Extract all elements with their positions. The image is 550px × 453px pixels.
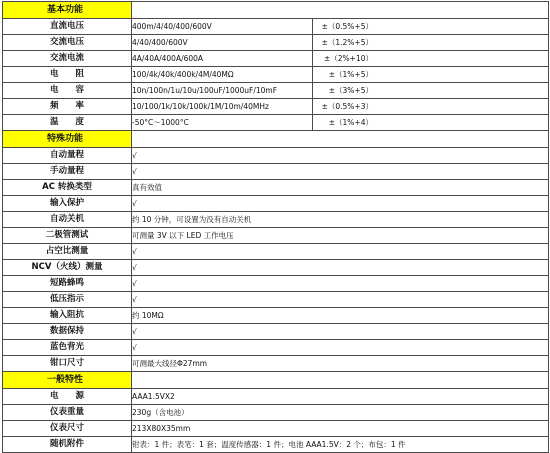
spec-row <box>3 228 549 244</box>
spec-row <box>3 67 549 83</box>
spec-value: 约 10 分钟，可设置为没有自动关机 <box>132 212 549 228</box>
spec-accuracy: ±（1%+4） <box>313 115 549 131</box>
spec-label: 数据保持 <box>3 324 132 340</box>
spec-label: NCV（火线）测量 <box>3 260 132 276</box>
spec-range: 4/40/400/600V <box>132 35 313 51</box>
spec-value: √ <box>132 260 549 276</box>
spec-label: 交流电压 <box>3 35 132 51</box>
section-title: 特殊功能 <box>47 134 84 144</box>
section-header-blank <box>132 372 549 389</box>
section-header-row <box>3 372 549 389</box>
spec-range: 10n/100n/1u/10u/100uF/1000uF/10mF <box>132 83 313 99</box>
spec-value: √ <box>132 324 549 340</box>
spec-row <box>3 244 549 260</box>
spec-row <box>3 51 549 67</box>
spec-range: -50°C～1000°C <box>132 115 313 131</box>
section-header <box>3 372 132 389</box>
spec-row <box>3 292 549 308</box>
spec-label: 仪表重量 <box>3 405 132 421</box>
spec-row <box>3 260 549 276</box>
spec-row <box>3 83 549 99</box>
spec-value: √ <box>132 164 549 180</box>
section-title: 一般特性 <box>47 375 84 385</box>
spec-row <box>3 421 549 437</box>
spec-label: 随机附件 <box>3 437 132 453</box>
spec-value: √ <box>132 196 549 212</box>
spec-label: 输入阻抗 <box>3 308 132 324</box>
spec-row <box>3 196 549 212</box>
spec-accuracy: ±（1.2%+5） <box>313 35 549 51</box>
spec-range: 100/4k/40k/400k/4M/40MΩ <box>132 67 313 83</box>
spec-range: 400m/4/40/400/600V <box>132 19 313 35</box>
spec-range: 10/100/1k/10k/100k/1M/10m/40MHz <box>132 99 313 115</box>
spec-label: 自动量程 <box>3 148 132 164</box>
spec-value: √ <box>132 244 549 260</box>
spec-value: 230g（含电池） <box>132 405 549 421</box>
spec-label: 自动关机 <box>3 212 132 228</box>
section-header <box>3 2 132 19</box>
spec-label: 短路蜂鸣 <box>3 276 132 292</box>
spec-row <box>3 356 549 372</box>
spec-label: 输入保护 <box>3 196 132 212</box>
spec-label: 电 源 <box>3 389 132 405</box>
spec-label: 交流电流 <box>3 51 132 67</box>
spec-value: AAA1.5VX2 <box>132 389 549 405</box>
spec-value: 可测量 3V 以下 LED 工作电压 <box>132 228 549 244</box>
section-header-blank <box>132 2 549 19</box>
section-header-row <box>3 131 549 148</box>
spec-value: √ <box>132 292 549 308</box>
spec-value: √ <box>132 148 549 164</box>
spec-value: 213X80X35mm <box>132 421 549 437</box>
spec-row <box>3 115 549 131</box>
spec-value: 可测最大线径Φ27mm <box>132 356 549 372</box>
spec-row <box>3 340 549 356</box>
spec-label: 低压指示 <box>3 292 132 308</box>
section-header <box>3 131 132 148</box>
spec-accuracy: ±（3%+5） <box>313 83 549 99</box>
spec-label: 钳口尺寸 <box>3 356 132 372</box>
spec-value: √ <box>132 276 549 292</box>
spec-table <box>2 1 549 453</box>
spec-row <box>3 180 549 196</box>
section-title: 基本功能 <box>47 5 84 15</box>
spec-row <box>3 35 549 51</box>
spec-label: 电 阻 <box>3 67 132 83</box>
spec-label: 占空比测量 <box>3 244 132 260</box>
spec-label: AC 转换类型 <box>3 180 132 196</box>
spec-label: 手动量程 <box>3 164 132 180</box>
spec-row <box>3 324 549 340</box>
spec-accuracy: ±（1%+5） <box>313 67 549 83</box>
spec-range: 4A/40A/400A/600A <box>132 51 313 67</box>
spec-row <box>3 308 549 324</box>
spec-row <box>3 164 549 180</box>
spec-accuracy: ±（2%+10） <box>313 51 549 67</box>
spec-value: 约 10MΩ <box>132 308 549 324</box>
spec-label: 直流电压 <box>3 19 132 35</box>
spec-row <box>3 99 549 115</box>
section-header-blank <box>132 131 549 148</box>
spec-accuracy: ±（0.5%+3） <box>313 99 549 115</box>
spec-row <box>3 19 549 35</box>
spec-value: 钳表：1 件；表笔：1 套；温度传感器：1 件；电池 AAA1.5V：2 个；布包：1 件 <box>132 437 549 453</box>
spec-row <box>3 276 549 292</box>
spec-value: 真有效值 <box>132 180 549 196</box>
spec-label: 温 度 <box>3 115 132 131</box>
spec-value: √ <box>132 340 549 356</box>
spec-label: 仪表尺寸 <box>3 421 132 437</box>
spec-row <box>3 405 549 421</box>
spec-label: 蓝色背光 <box>3 340 132 356</box>
section-header-row <box>3 2 549 19</box>
spec-row <box>3 389 549 405</box>
spec-accuracy: ±（0.5%+5） <box>313 19 549 35</box>
spec-row <box>3 148 549 164</box>
spec-label: 频 率 <box>3 99 132 115</box>
spec-row <box>3 212 549 228</box>
spec-label: 二极管测试 <box>3 228 132 244</box>
spec-label: 电 容 <box>3 83 132 99</box>
